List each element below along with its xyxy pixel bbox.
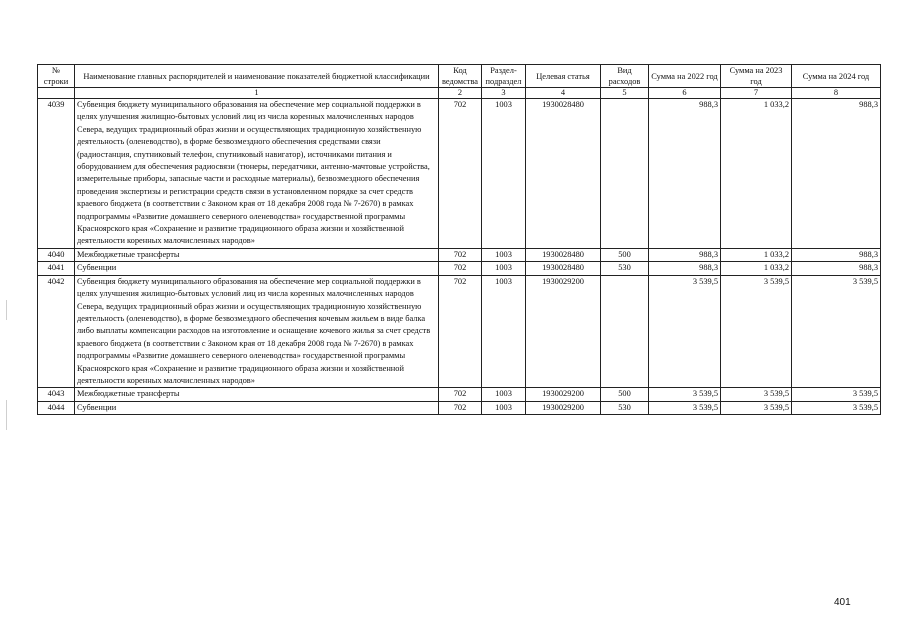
row-sum-2022: 988,3 [649, 248, 721, 261]
row-name: Субвенция бюджету муниципального образования на обеспечение мер социальной поддержки в целях улучшения жилищно-бытовых условий лиц из числа коренных малочисленных народов Севера, ведущих традиционный образ жизни и осуществляющих традиционную хозяйственную деятельность (оленеводство), в форме безвозмездного обеспечения средствами связи (радиостанция, спутниковый телефон, спутниковый навигатор), источниками питания и оборудованием для обеспечения радиосвязи (тюнеры, передатчики, антенно-мачтовые устройства, измерительные приборы, запасные части и расходные материалы), безвозмездного обеспечения проведения экспертизы и регистрации средств связи в установленном порядке за счет средств краевого бюджета (в соответствии с Законом края от 18 декабря 2008 года № 7-2670) в рамках подпрограммы «Развитие домашнего северного оленеводства» государственной программы Красноярского края «Сохранение и развитие традиционного образа жизни и хозяйственной деятельности коренных малочисленных народов» [75, 99, 439, 249]
row-sum-2024: 988,3 [792, 262, 881, 275]
row-section: 1003 [482, 388, 526, 401]
row-section: 1003 [482, 262, 526, 275]
row-sum-2023: 1 033,2 [721, 262, 792, 275]
row-sum-2023: 1 033,2 [721, 99, 792, 249]
row-number: 4041 [38, 262, 75, 275]
row-expense-type: 530 [601, 401, 649, 414]
header-row [38, 65, 881, 88]
row-sum-2023: 1 033,2 [721, 248, 792, 261]
row-number: 4044 [38, 401, 75, 414]
row-number: 4039 [38, 99, 75, 249]
column-number: 2 [439, 88, 482, 99]
row-name: Межбюджетные трансферты [75, 248, 439, 261]
page-number: 401 [834, 597, 851, 608]
column-number: 7 [721, 88, 792, 99]
row-sum-2022: 988,3 [649, 262, 721, 275]
row-target: 1930029200 [526, 401, 601, 414]
row-dept-code: 702 [439, 262, 482, 275]
table-row [38, 262, 881, 275]
row-expense-type: 500 [601, 248, 649, 261]
row-dept-code: 702 [439, 248, 482, 261]
row-sum-2022: 3 539,5 [649, 401, 721, 414]
table-row [38, 401, 881, 414]
row-dept-code: 702 [439, 388, 482, 401]
row-section: 1003 [482, 248, 526, 261]
row-section: 1003 [482, 99, 526, 249]
budget-table [37, 64, 881, 415]
column-number: 8 [792, 88, 881, 99]
row-dept-code: 702 [439, 401, 482, 414]
header-name: Наименование главных распорядителей и наименование показателей бюджетной классификации [75, 65, 439, 88]
column-number: 4 [526, 88, 601, 99]
row-sum-2022: 3 539,5 [649, 275, 721, 388]
row-sum-2023: 3 539,5 [721, 275, 792, 388]
table-row [38, 248, 881, 261]
header-row-no: № строки [38, 65, 75, 88]
column-number: 6 [649, 88, 721, 99]
row-number: 4043 [38, 388, 75, 401]
row-sum-2024: 988,3 [792, 248, 881, 261]
row-expense-type [601, 275, 649, 388]
scan-margin-line [6, 400, 7, 430]
row-sum-2022: 3 539,5 [649, 388, 721, 401]
row-name: Субвенции [75, 262, 439, 275]
table-row [38, 99, 881, 249]
row-sum-2024: 3 539,5 [792, 401, 881, 414]
scan-margin-line [6, 300, 7, 320]
row-number: 4040 [38, 248, 75, 261]
column-number: 5 [601, 88, 649, 99]
row-name: Субвенции [75, 401, 439, 414]
header-sum-2022: Сумма на 2022 год [649, 65, 721, 88]
header-expense-type: Вид расходов [601, 65, 649, 88]
row-expense-type: 500 [601, 388, 649, 401]
header-section: Раздел-подраздел [482, 65, 526, 88]
row-sum-2023: 3 539,5 [721, 401, 792, 414]
row-number: 4042 [38, 275, 75, 388]
row-expense-type: 530 [601, 262, 649, 275]
row-section: 1003 [482, 401, 526, 414]
row-dept-code: 702 [439, 99, 482, 249]
column-number: 1 [75, 88, 439, 99]
header-sum-2024: Сумма на 2024 год [792, 65, 881, 88]
row-target: 1930028480 [526, 99, 601, 249]
row-target: 1930029200 [526, 275, 601, 388]
row-sum-2024: 3 539,5 [792, 275, 881, 388]
table-row [38, 275, 881, 388]
row-target: 1930028480 [526, 248, 601, 261]
row-sum-2024: 988,3 [792, 99, 881, 249]
column-number [38, 88, 75, 99]
header-sum-2023: Сумма на 2023 год [721, 65, 792, 88]
row-target: 1930028480 [526, 262, 601, 275]
row-expense-type [601, 99, 649, 249]
row-sum-2023: 3 539,5 [721, 388, 792, 401]
row-dept-code: 702 [439, 275, 482, 388]
column-number-row [38, 88, 881, 99]
header-dept-code: Код ведомства [439, 65, 482, 88]
row-name: Субвенция бюджету муниципального образования на обеспечение мер социальной поддержки в целях улучшения жилищно-бытовых условий лиц из числа коренных малочисленных народов Севера, ведущих традиционный образ жизни и осуществляющих традиционную хозяйственную деятельность (оленеводство), в форме безвозмездного обеспечения кочевым жильем в виде балка либо выплаты компенсации расходов на изготовление и оснащение кочевого жилья за счет средств краевого бюджета (в соответствии с Законом края от 18 декабря 2008 года № 7-2670) в рамках подпрограммы «Развитие домашнего северного оленеводства» государственной программы Красноярского края «Сохранение и развитие традиционного образа жизни и хозяйственной деятельности коренных малочисленных народов» [75, 275, 439, 388]
column-number: 3 [482, 88, 526, 99]
row-sum-2024: 3 539,5 [792, 388, 881, 401]
row-target: 1930029200 [526, 388, 601, 401]
row-section: 1003 [482, 275, 526, 388]
header-target: Целевая статья [526, 65, 601, 88]
table-row [38, 388, 881, 401]
row-name: Межбюджетные трансферты [75, 388, 439, 401]
row-sum-2022: 988,3 [649, 99, 721, 249]
